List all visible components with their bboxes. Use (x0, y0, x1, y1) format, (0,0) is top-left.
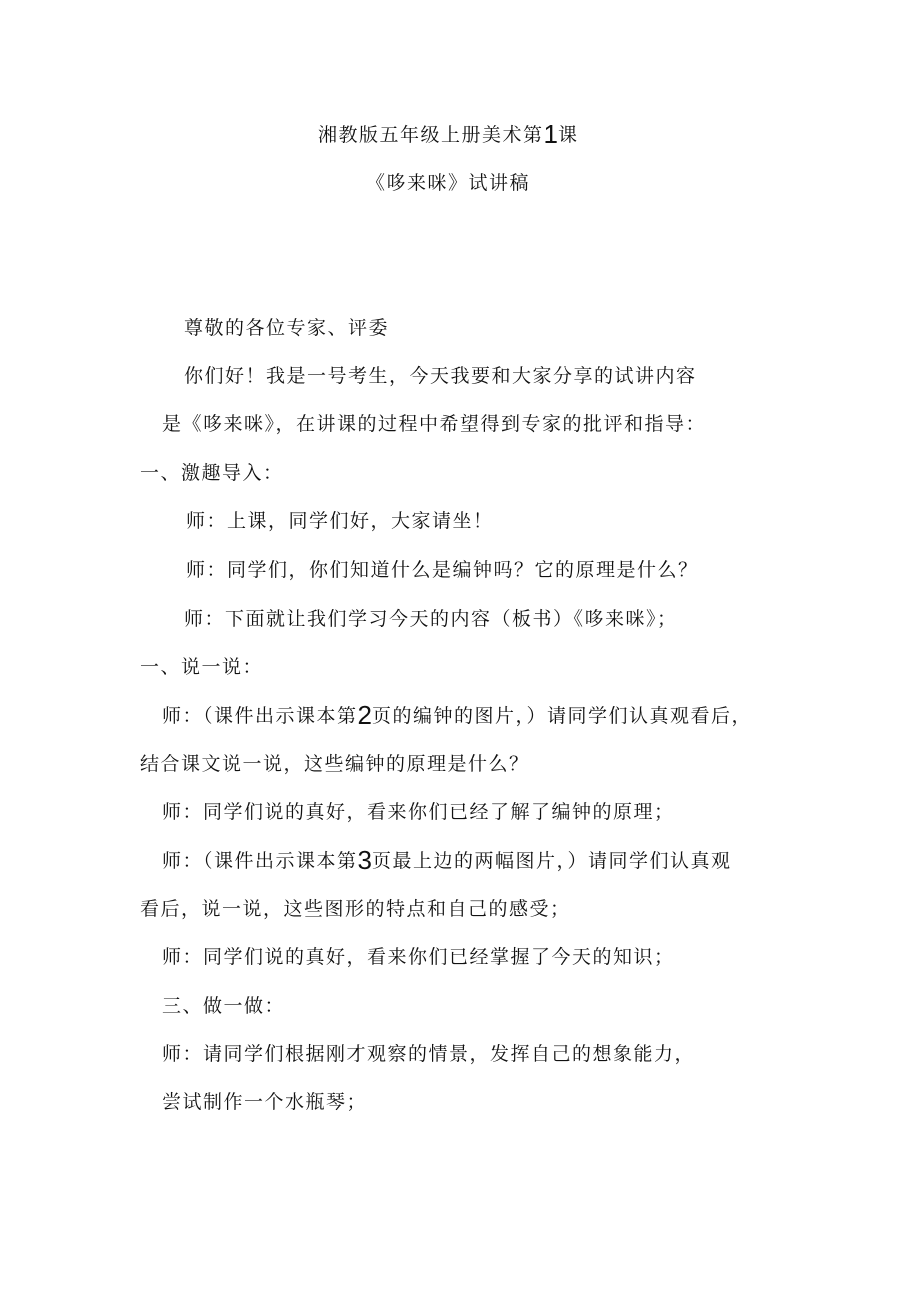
teacher-line-6 (162, 845, 732, 875)
page-number-3: 3 (357, 845, 372, 875)
teacher-line-8-continued: 尝试制作一个水瓶琴； (162, 1091, 368, 1113)
intro-line-1: 你们好！我是一号考生，今天我要和大家分享的试讲内容 (184, 365, 697, 387)
teacher-line-3: 师：下面就让我们学习今天的内容（板书）《哆来咪》； (184, 608, 678, 630)
teacher-line-1: 师：上课，同学们好，大家请坐！ (186, 510, 494, 532)
greeting-line: 尊敬的各位专家、评委 (184, 317, 390, 339)
document-title (318, 119, 579, 149)
page-number-2: 2 (357, 700, 372, 730)
document-subtitle: 《哆来咪》试讲稿 (366, 172, 531, 194)
teacher-line-7: 师：同学们说的真好，看来你们已经掌握了今天的知识； (162, 946, 675, 968)
section-heading-3: 三、做一做： (162, 995, 286, 1017)
teacher-line-4-continued: 结合课文说一说，这些编钟的原理是什么？ (140, 753, 530, 775)
title-text-part2: 课 (557, 124, 579, 146)
section-heading-1: 一、激趣导入： (140, 462, 284, 484)
teacher-line-4-part2: 页的编钟的图片，）请同学们认真观看后， (371, 705, 752, 727)
intro-line-2: 是《哆来咪》，在讲课的过程中希望得到专家的批评和指导： (162, 413, 707, 435)
section-heading-2: 一、说一说： (140, 656, 264, 678)
teacher-line-6-part1: 师：（课件出示课本第 (162, 850, 358, 872)
teacher-line-6-part2: 页最上边的两幅图片，）请同学们认真观 (371, 850, 732, 872)
teacher-line-4 (162, 700, 752, 730)
teacher-line-6-continued: 看后，说一说，这些图形的特点和自己的感受； (140, 898, 571, 920)
teacher-line-4-part1: 师：（课件出示课本第 (162, 705, 358, 727)
title-text-part1: 湘教版五年级上册美术第 (318, 124, 544, 146)
teacher-line-8: 师：请同学们根据刚才观察的情景，发挥自己的想象能力， (162, 1043, 696, 1065)
teacher-line-2: 师：同学们，你们知道什么是编钟吗？它的原理是什么？ (186, 559, 699, 581)
lesson-number: 1 (543, 119, 558, 149)
teacher-line-5: 师：同学们说的真好，看来你们已经了解了编钟的原理； (162, 801, 675, 823)
